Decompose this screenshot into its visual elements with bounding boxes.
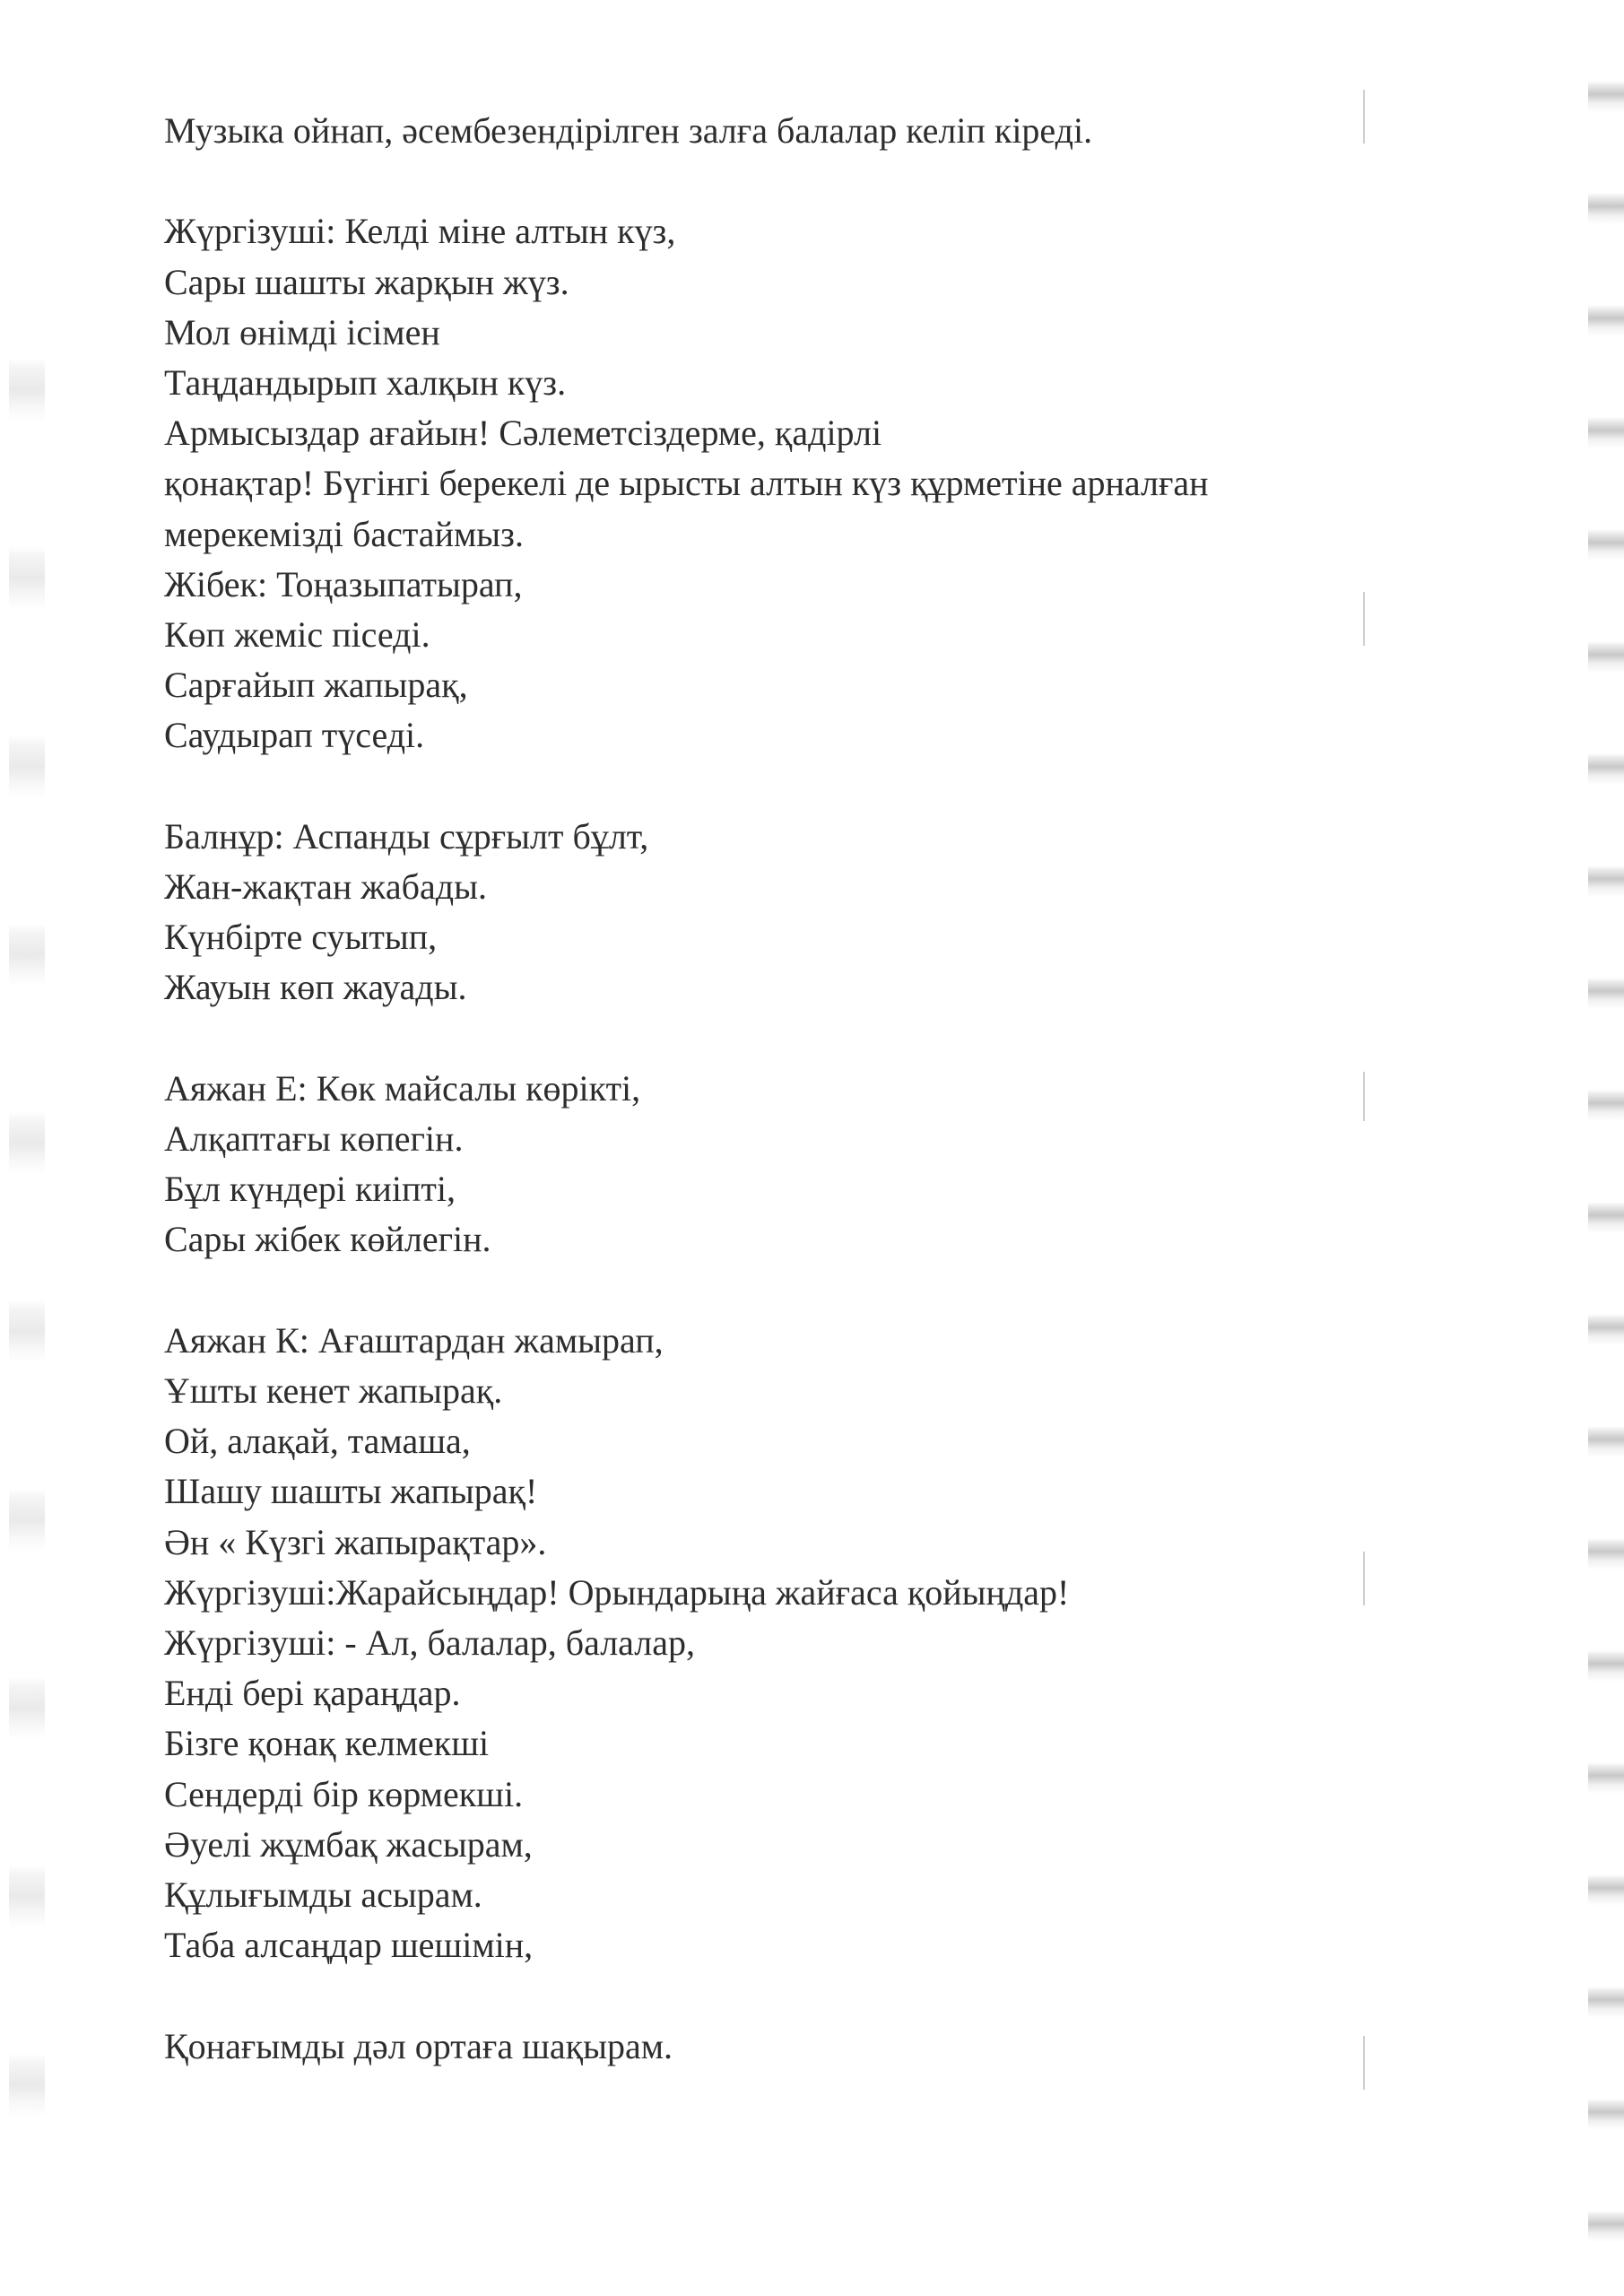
text-line: Таба алсаңдар шешімін, bbox=[164, 1925, 534, 1966]
text-line: Алқаптағы көпегін. bbox=[164, 1118, 464, 1160]
paragraph-balnur bbox=[164, 812, 1455, 1013]
text-line: Жан-жақтан жабады. bbox=[164, 866, 487, 908]
text-line: Бізге қонақ келмекші bbox=[164, 1723, 490, 1764]
text-line: Саудырап түседі. bbox=[164, 715, 425, 756]
text-line: Жүргізуші: Келді міне алтын күз, bbox=[164, 211, 676, 252]
text-line: Мол өнімді ісімен bbox=[164, 311, 440, 352]
paragraph-closing bbox=[164, 2022, 1455, 2072]
text-line: мерекемізді бастаймыз. bbox=[164, 513, 524, 554]
text-line: Жүргізуші: - Ал, балалар, балалар, bbox=[164, 1622, 695, 1664]
paragraph-intro bbox=[164, 106, 1455, 156]
text-line: Сары жібек көйлегін. bbox=[164, 1219, 491, 1260]
document-body bbox=[164, 106, 1455, 2072]
text-line: Музыка ойнап, әсембезендірілген залға балалар келіп кіреді. bbox=[164, 110, 1093, 151]
paragraph-gap bbox=[164, 1265, 1455, 1316]
paragraph-gap bbox=[164, 1013, 1455, 1064]
paragraph-gap bbox=[164, 761, 1455, 812]
text-line: Күнбірте суытып, bbox=[164, 917, 438, 958]
paragraph-ayazhan-e bbox=[164, 1064, 1455, 1265]
text-line: Ой, алақай, тамаша, bbox=[164, 1421, 471, 1462]
text-line: Көп жеміс піседі. bbox=[164, 614, 430, 656]
text-line: Ұшты кенет жапырақ. bbox=[164, 1370, 503, 1412]
paragraph-gap bbox=[164, 156, 1455, 206]
paragraph-ayazhan-k bbox=[164, 1316, 1455, 1971]
text-line: Енді бері қараңдар. bbox=[164, 1673, 461, 1714]
text-line: Бұл күндері киіпті, bbox=[164, 1169, 456, 1210]
text-line: Жүргізуші:Жарайсыңдар! Орындарыңа жайғаса қойыңдар! bbox=[164, 1571, 1070, 1613]
text-line: Аяжан К: Ағаштардан жамырап, bbox=[164, 1319, 664, 1361]
scanner-left-streak bbox=[9, 233, 45, 2206]
text-line: Сендерді бір көрмекші. bbox=[164, 1773, 524, 1814]
text-line: Әуелі жұмбақ жасырам, bbox=[164, 1823, 533, 1865]
scanner-edge-streak bbox=[1588, 0, 1624, 2296]
text-line: Жібек: Тоңазыпатырап, bbox=[164, 563, 523, 604]
text-line: Сарғайып жапырақ, bbox=[164, 665, 468, 706]
text-line: Ән « Күзгі жапырақтар». bbox=[164, 1521, 547, 1562]
text-line: Жауын көп жауады. bbox=[164, 967, 467, 1008]
text-line: қонақтар! Бүгінгі берекелі де ырысты алтын күз құрметіне арналған bbox=[164, 463, 1209, 504]
text-line: Армысыздар ағайын! Сәлеметсіздерме, қадірлі bbox=[164, 413, 882, 454]
text-line: Қонағымды дәл ортаға шақырам. bbox=[164, 2025, 673, 2066]
paragraph-presenter-opening bbox=[164, 206, 1455, 761]
text-line: Балнұр: Аспанды сұрғылт бұлт, bbox=[164, 815, 649, 857]
paragraph-gap bbox=[164, 1970, 1455, 2021]
text-line: Сары шашты жарқын жүз. bbox=[164, 261, 569, 302]
text-line: Құлығымды асырам. bbox=[164, 1874, 482, 1916]
text-line: Таңдандырып халқын күз. bbox=[164, 362, 567, 403]
text-line: Шашу шашты жапырақ! bbox=[164, 1471, 538, 1512]
text-line: Аяжан Е: Көк майсалы көрікті, bbox=[164, 1067, 641, 1109]
